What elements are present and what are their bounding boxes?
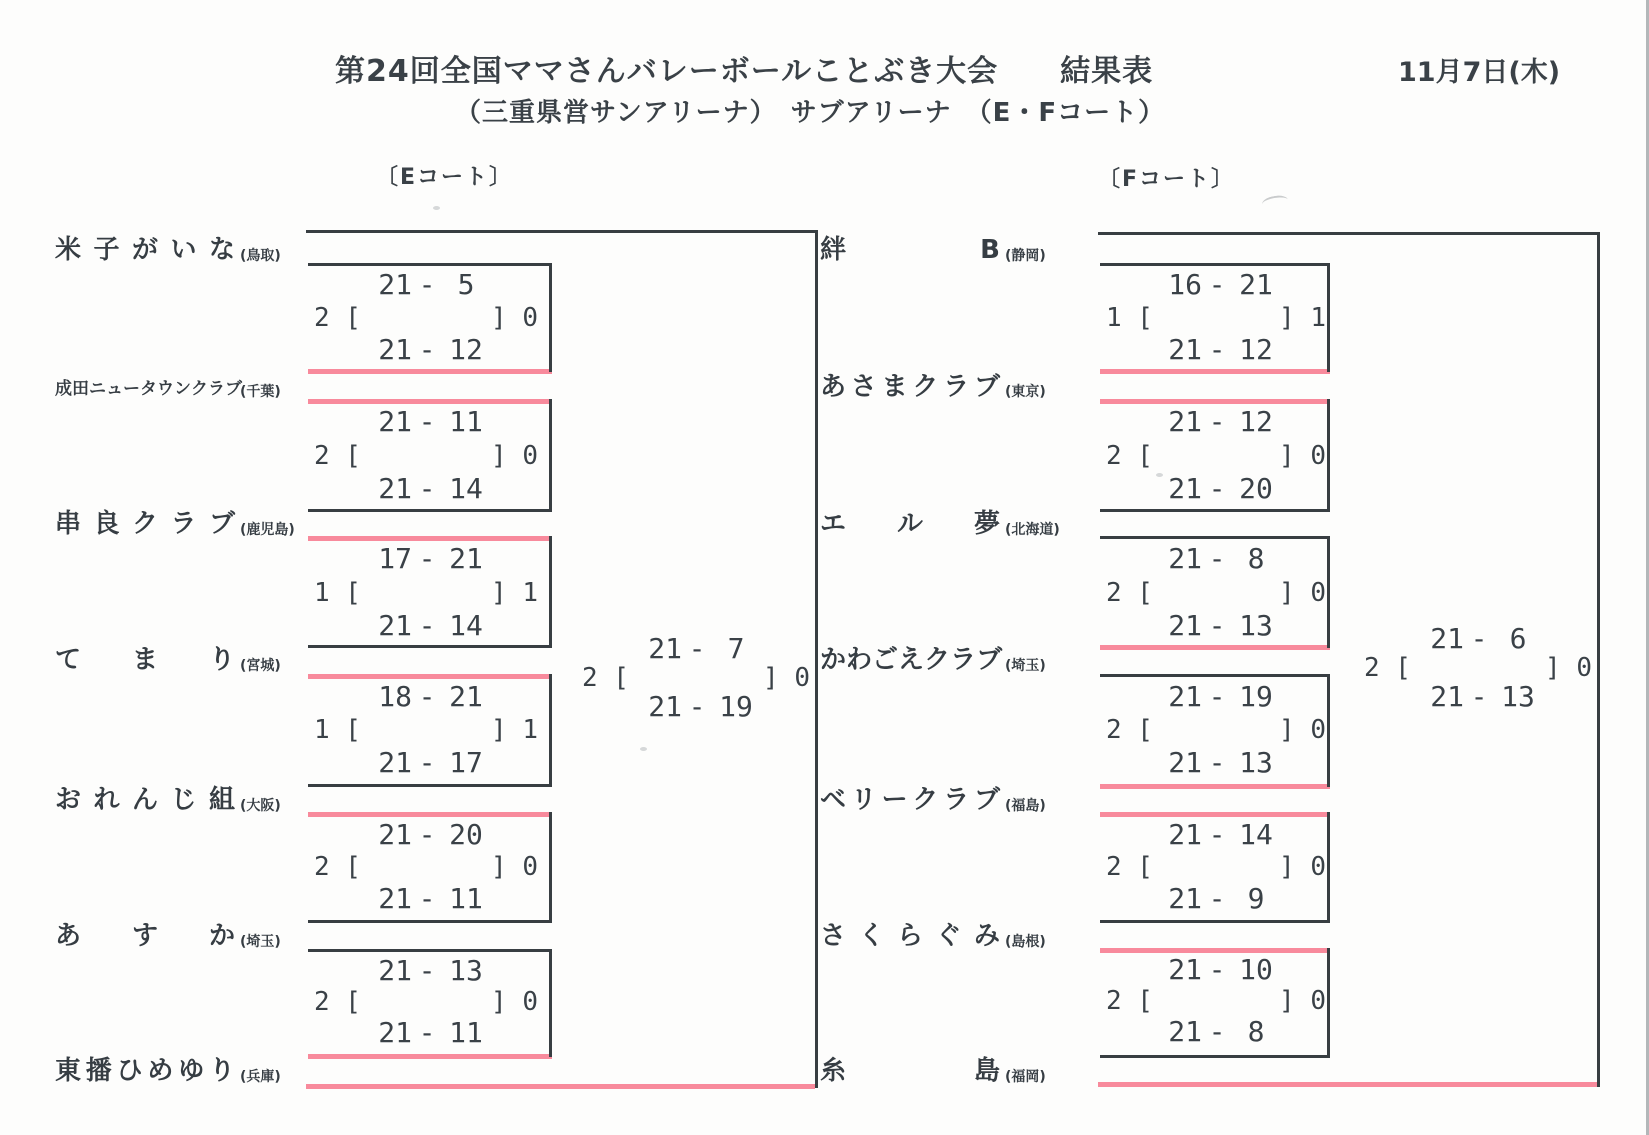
team-name: 成 田 ニ ュ ー タ ウ ン ク ラ ブ <box>55 379 242 399</box>
set-away-score: 12 <box>1239 333 1273 366</box>
match-left-score: 2 [ <box>314 302 361 333</box>
team-prefecture: (兵庫) <box>240 1069 281 1085</box>
bracket-corner-line <box>549 674 552 787</box>
team-prefecture: (静岡) <box>1005 248 1046 264</box>
set-scores <box>1152 818 1282 915</box>
match-left-score: 2 [ <box>1106 440 1153 471</box>
bracket-corner-line <box>549 949 552 1057</box>
set-away-score: 13 <box>1239 746 1273 779</box>
set-away-score: 13 <box>449 954 483 987</box>
set-away-score: 17 <box>449 746 483 779</box>
set-dash: - <box>1208 818 1226 851</box>
match-score <box>1104 540 1328 645</box>
set-dash: - <box>1208 680 1226 713</box>
set-scores <box>360 542 494 642</box>
set-scores <box>1152 680 1282 779</box>
set-home-score: 21 <box>378 268 412 301</box>
set-scores <box>1410 622 1548 713</box>
set-home-score: 21 <box>1168 746 1202 779</box>
set-dash: - <box>418 818 436 851</box>
match-right-score: ] 0 <box>1279 986 1326 1016</box>
bracket-line <box>308 1054 552 1059</box>
match-right-score: ] 0 <box>1279 852 1326 882</box>
bracket-line <box>306 1084 815 1089</box>
match-right-score: ] 1 <box>491 577 538 608</box>
team-prefecture: (埼玉) <box>1005 658 1046 674</box>
match-left-score: 2 [ <box>314 852 361 882</box>
set-home-score: 21 <box>378 954 412 987</box>
set-home-score: 21 <box>378 472 412 505</box>
bracket-line <box>1100 536 1330 539</box>
set-scores <box>1152 542 1282 642</box>
match-score <box>312 540 540 645</box>
match-right-score: ] 0 <box>1279 440 1326 471</box>
set-home-score: 21 <box>378 609 412 642</box>
set-away-score: 19 <box>719 690 753 723</box>
set-away-score: 7 <box>727 632 745 665</box>
page-subtitle: （三重県営サンアリーナ） サブアリーナ （E・Fコート） <box>455 98 1166 128</box>
set-away-score: 14 <box>1239 818 1273 851</box>
match-left-score: 2 [ <box>1106 986 1153 1016</box>
set-home-score: 21 <box>378 818 412 851</box>
set-home-score: 21 <box>1168 472 1202 505</box>
set-home-score: 21 <box>1168 882 1202 915</box>
bracket-line <box>1100 369 1330 374</box>
page-title: 第24回全国ママさんバレーボールことぶき大会 結果表 <box>335 54 1154 89</box>
team-prefecture: (千葉) <box>240 384 281 400</box>
team-name: 東 播 ひ め ゆ り <box>55 1056 235 1086</box>
bracket-line <box>1098 1082 1600 1087</box>
set-home-score: 21 <box>1168 1015 1202 1048</box>
set-home-score: 21 <box>378 333 412 366</box>
match-left-score: 2 [ <box>314 987 361 1017</box>
match-score <box>312 952 540 1052</box>
bracket-line <box>308 645 552 648</box>
team-name: ベ リ ー ク ラ ブ <box>820 785 1000 815</box>
team-name: お れ ん じ 組 <box>55 785 235 815</box>
set-away-score: 13 <box>1501 680 1535 713</box>
set-away-score: 13 <box>1239 609 1273 642</box>
team-prefecture: (福岡) <box>1005 1069 1046 1085</box>
team-prefecture: (宮城) <box>240 658 281 674</box>
set-scores <box>360 680 494 779</box>
set-dash: - <box>1208 268 1226 301</box>
set-away-score: 11 <box>449 882 483 915</box>
set-away-score: 21 <box>449 680 483 713</box>
set-away-score: 10 <box>1239 953 1273 986</box>
set-dash: - <box>1208 1015 1226 1048</box>
match-right-score: ] 0 <box>1279 577 1326 608</box>
bracket-outer-line <box>1597 232 1600 1087</box>
final-match-score <box>580 630 812 726</box>
set-away-score: 20 <box>1239 472 1273 505</box>
set-home-score: 21 <box>1168 333 1202 366</box>
set-away-score: 11 <box>449 405 483 438</box>
set-away-score: 11 <box>449 1016 483 1049</box>
court-e-label: 〔Eコート〕 <box>376 165 514 190</box>
set-away-score: 14 <box>449 609 483 642</box>
set-dash: - <box>1208 746 1226 779</box>
set-home-score: 21 <box>1430 680 1464 713</box>
set-scores <box>360 268 494 366</box>
final-match-score <box>1362 620 1594 716</box>
scan-curl-mark <box>1261 194 1289 210</box>
set-home-score: 21 <box>378 405 412 438</box>
set-dash: - <box>1470 680 1488 713</box>
team-prefecture: (島根) <box>1005 934 1046 950</box>
set-scores <box>1152 268 1282 366</box>
team-prefecture: (北海道) <box>1005 522 1060 538</box>
bracket-line <box>1100 674 1330 677</box>
set-away-score: 12 <box>1239 405 1273 438</box>
set-dash: - <box>1208 472 1226 505</box>
set-dash: - <box>1208 542 1226 575</box>
match-right-score: ] 0 <box>491 302 538 333</box>
set-scores <box>1152 953 1282 1048</box>
match-score <box>312 816 540 918</box>
set-dash: - <box>688 632 706 665</box>
team-prefecture: (東京) <box>1005 384 1046 400</box>
set-away-score: 9 <box>1247 882 1265 915</box>
team-prefecture: (福島) <box>1005 798 1046 814</box>
set-scores <box>360 954 494 1049</box>
match-right-score: ] 0 <box>491 987 538 1017</box>
team-name: さ く ら ぐ み <box>820 921 1000 951</box>
set-home-score: 18 <box>378 680 412 713</box>
set-dash: - <box>1208 953 1226 986</box>
set-dash: - <box>418 954 436 987</box>
team-name: 絆 B <box>820 235 1000 265</box>
set-home-score: 21 <box>1168 405 1202 438</box>
match-right-score: ] 0 <box>1545 653 1592 683</box>
match-right-score: ] 0 <box>491 440 538 471</box>
court-f-label: 〔Fコート〕 <box>1098 167 1236 192</box>
bracket-outer-line <box>815 230 818 1088</box>
set-dash: - <box>418 609 436 642</box>
bracket-line <box>308 784 552 787</box>
team-name: エ ル 夢 <box>820 509 1000 539</box>
set-home-score: 17 <box>378 542 412 575</box>
set-home-score: 21 <box>378 882 412 915</box>
team-name: あ す か <box>55 921 235 951</box>
set-home-score: 21 <box>1168 680 1202 713</box>
team-name: 糸 島 <box>820 1056 1000 1086</box>
match-left-score: 1 [ <box>1106 302 1153 333</box>
set-home-score: 21 <box>378 746 412 779</box>
set-dash: - <box>418 882 436 915</box>
set-home-score: 21 <box>648 690 682 723</box>
set-dash: - <box>418 472 436 505</box>
bracket-line <box>1098 232 1600 235</box>
team-name: あ さ ま ク ラ ブ <box>820 372 1000 402</box>
bracket-corner-line <box>549 399 552 512</box>
match-score <box>1104 816 1328 918</box>
set-dash: - <box>688 690 706 723</box>
set-dash: - <box>1208 882 1226 915</box>
match-right-score: ] 1 <box>1279 302 1326 333</box>
bracket-line <box>308 920 552 923</box>
set-dash: - <box>1208 405 1226 438</box>
set-home-score: 21 <box>1168 953 1202 986</box>
set-scores <box>1152 405 1282 505</box>
set-dash: - <box>1470 622 1488 655</box>
team-prefecture: (埼玉) <box>240 934 281 950</box>
set-away-score: 5 <box>457 268 475 301</box>
set-home-score: 21 <box>1168 818 1202 851</box>
set-away-score: 20 <box>449 818 483 851</box>
set-dash: - <box>418 268 436 301</box>
match-score <box>312 678 540 782</box>
team-name: 米 子 が い な <box>55 235 235 265</box>
match-left-score: 1 [ <box>314 715 361 745</box>
bracket-line <box>308 509 552 512</box>
set-away-score: 8 <box>1247 1015 1265 1048</box>
bracket-line <box>1100 784 1330 789</box>
match-right-score: ] 0 <box>763 663 810 693</box>
scan-speck <box>640 747 647 751</box>
bracket-line <box>308 369 552 374</box>
match-left-score: 2 [ <box>1364 653 1411 683</box>
set-home-score: 21 <box>1168 609 1202 642</box>
match-right-score: ] 1 <box>491 715 538 745</box>
match-right-score: ] 0 <box>491 852 538 882</box>
set-home-score: 21 <box>378 1016 412 1049</box>
set-away-score: 21 <box>449 542 483 575</box>
team-prefecture: (鳥取) <box>240 248 281 264</box>
team-prefecture: (大阪) <box>240 798 281 814</box>
match-left-score: 1 [ <box>314 577 361 608</box>
bracket-line <box>1100 645 1330 650</box>
match-score <box>312 266 540 369</box>
set-home-score: 21 <box>648 632 682 665</box>
set-home-score: 21 <box>1430 622 1464 655</box>
set-scores <box>628 632 766 723</box>
team-name: て ま り <box>55 645 235 675</box>
bracket-corner-line <box>549 263 552 372</box>
set-away-score: 6 <box>1509 622 1527 655</box>
scan-speck <box>433 206 440 210</box>
set-dash: - <box>418 746 436 779</box>
set-dash: - <box>418 405 436 438</box>
match-left-score: 2 [ <box>1106 577 1153 608</box>
bracket-line <box>306 230 815 233</box>
set-scores <box>360 818 494 915</box>
match-score <box>1104 951 1328 1051</box>
set-dash: - <box>418 680 436 713</box>
team-name: か わ ご え ク ラ ブ <box>820 645 1003 675</box>
bracket-corner-line <box>549 812 552 923</box>
bracket-corner-line <box>549 536 552 648</box>
match-score <box>312 403 540 508</box>
set-away-score: 12 <box>449 333 483 366</box>
team-prefecture: (鹿児島) <box>240 522 295 538</box>
match-score <box>1104 403 1328 508</box>
match-left-score: 2 [ <box>314 440 361 471</box>
match-score <box>1104 678 1328 782</box>
set-dash: - <box>418 333 436 366</box>
team-name: 串 良 ク ラ ブ <box>55 509 235 539</box>
set-scores <box>360 405 494 505</box>
set-away-score: 14 <box>449 472 483 505</box>
match-score <box>1104 266 1328 369</box>
match-right-score: ] 0 <box>1279 715 1326 745</box>
set-away-score: 19 <box>1239 680 1273 713</box>
bracket-line <box>1100 509 1330 512</box>
bracket-line <box>1100 1055 1330 1058</box>
match-left-score: 2 [ <box>1106 852 1153 882</box>
set-away-score: 21 <box>1239 268 1273 301</box>
scan-speck <box>1156 473 1163 477</box>
set-away-score: 8 <box>1247 542 1265 575</box>
match-left-score: 2 [ <box>1106 715 1153 745</box>
set-dash: - <box>1208 609 1226 642</box>
match-left-score: 2 [ <box>582 663 629 693</box>
bracket-line <box>1100 920 1330 923</box>
set-home-score: 21 <box>1168 542 1202 575</box>
set-home-score: 16 <box>1168 268 1202 301</box>
date-label: 11月7日(木) <box>1398 57 1561 88</box>
set-dash: - <box>418 1016 436 1049</box>
set-dash: - <box>418 542 436 575</box>
set-dash: - <box>1208 333 1226 366</box>
